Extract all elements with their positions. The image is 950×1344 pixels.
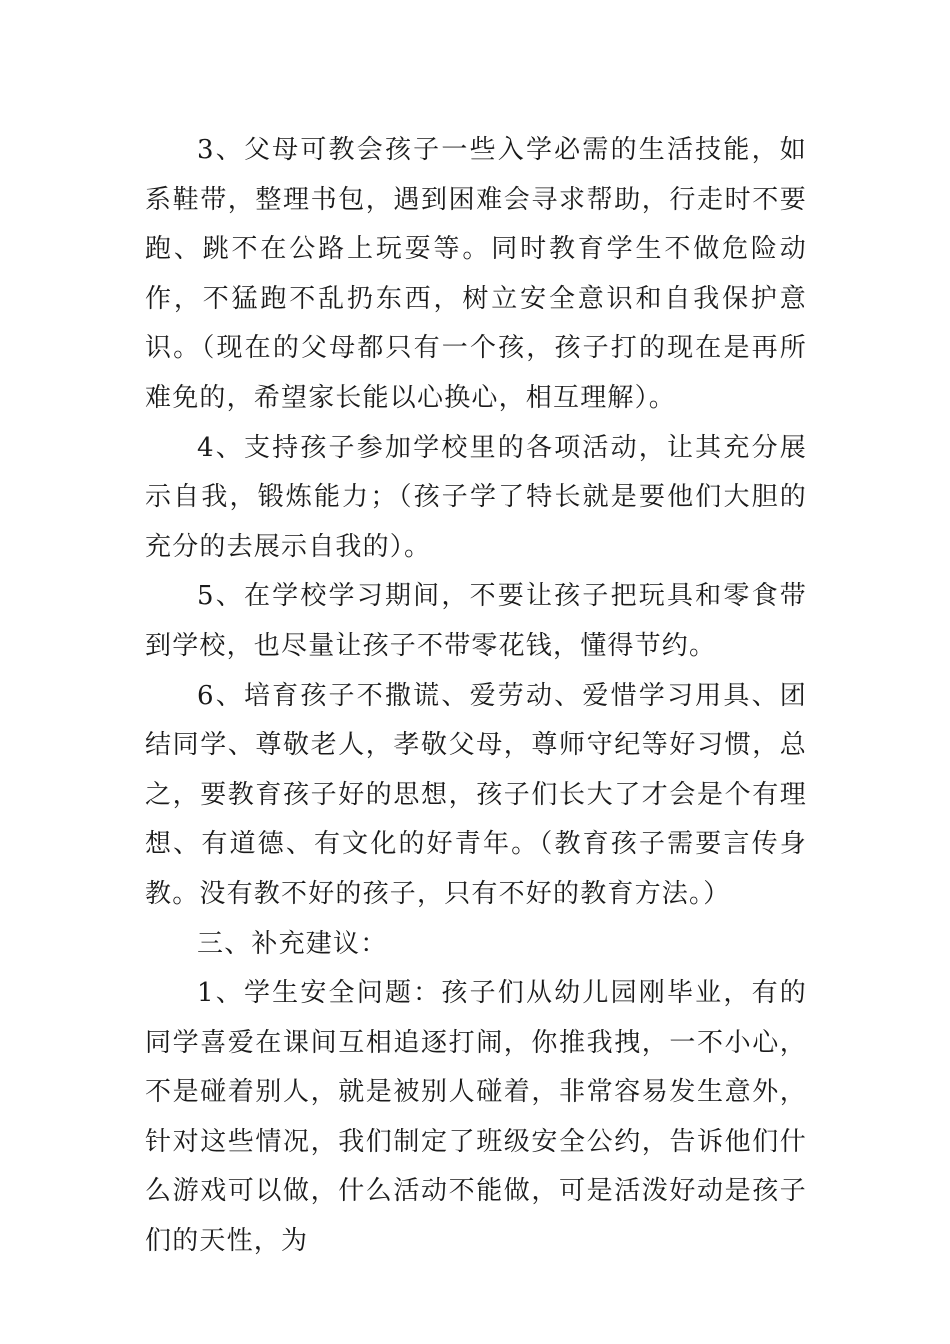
paragraph-safety-issue: 1、学生安全问题：孩子们从幼儿园刚毕业，有的同学喜爱在课间互相追逐打闹，你推我拽，一不小心，不是碰着别人，就是被别人碰着，非常容易发生意外，针对这些情况，我们制定了班级安全公约，告诉他们什么游戏可以做，什么活动不能做，可是活泼好动是孩子们的天性，为 (145, 978, 807, 1257)
paragraph-item-3: 3、父母可教会孩子一些入学必需的生活技能，如系鞋带，整理书包，遇到困难会寻求帮助，行走时不要跑、跳不在公路上玩耍等。同时教育学生不做危险动作，不猛跑不乱扔东西，树立安全意识和自我保护意识。（现在的父母都只有一个孩，孩子打的现在是再所难免的，希望家长能以心换心，相互理解）。 (145, 135, 807, 413)
paragraph-item-6: 6、培育孩子不撒谎、爱劳动、爱惜学习用具、团结同学、尊敬老人，孝敬父母，尊师守纪等好习惯，总之，要教育孩子好的思想，孩子们长大了才会是个有理想、有道德、有文化的好青年。（教育孩子需要言传身教。没有教不好的孩子，只有不好的教育方法。） (145, 680, 807, 909)
document-body (145, 126, 807, 1267)
section-heading-supplementary: 三、补充建议： (197, 928, 388, 959)
paragraph-item-4: 4、支持孩子参加学校里的各项活动，让其充分展示自我，锻炼能力；（孩子学了特长就是要他们大胆的充分的去展示自我的）。 (145, 432, 807, 562)
paragraph-item-5: 5、在学校学习期间，不要让孩子把玩具和零食带到学校，也尽量让孩子不带零花钱，懂得节约。 (145, 581, 807, 661)
